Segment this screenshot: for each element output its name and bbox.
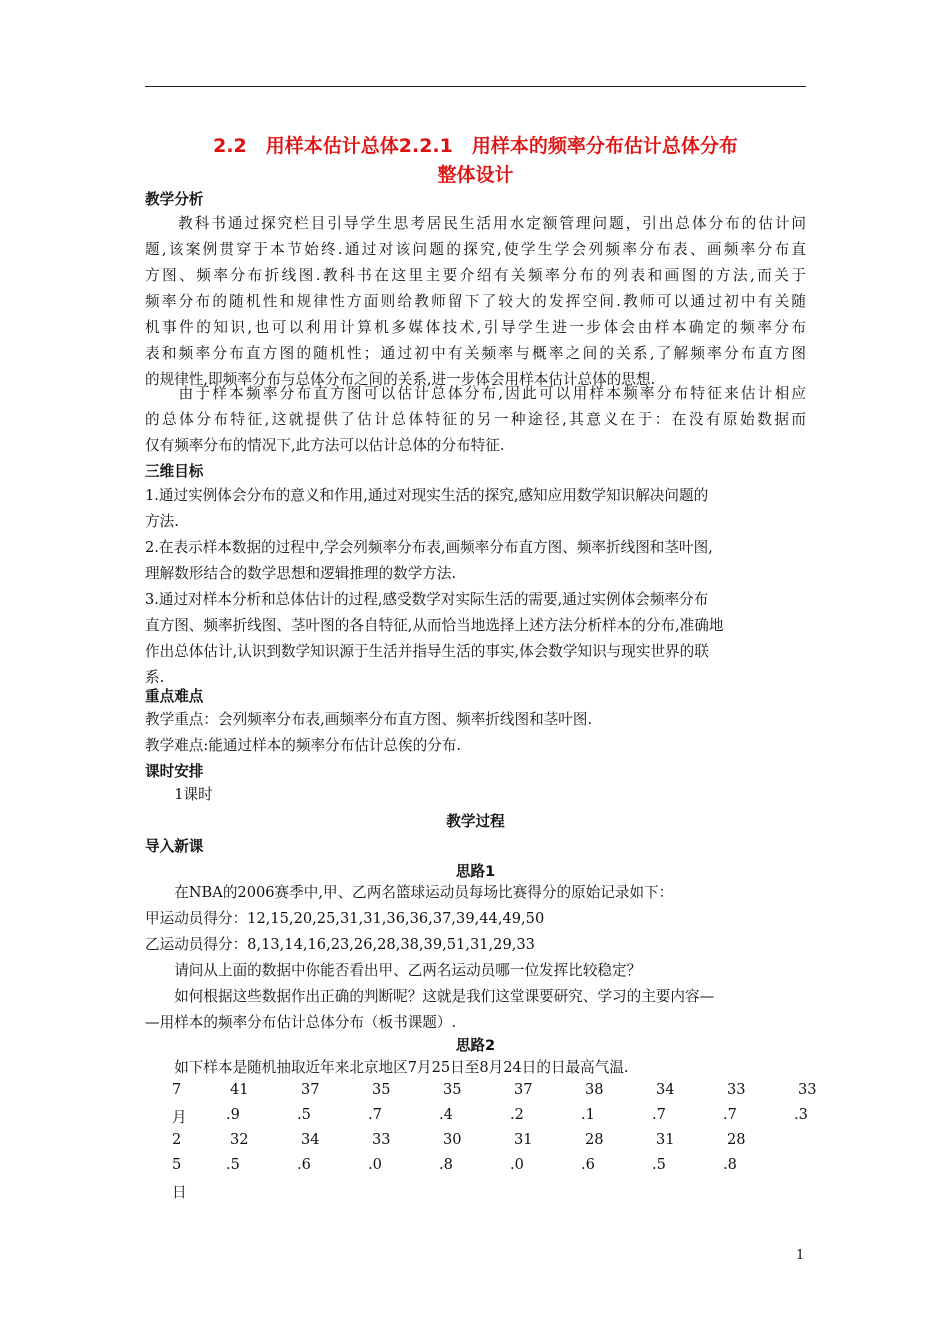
goals-line: 方法. <box>145 513 179 530</box>
analysis-heading: 教学分析 <box>145 191 204 208</box>
analysis-p1-line: 题,该案例贯穿于本节始终.通过对该问题的探究,使学生学会列频率分布表、画频率分布直 <box>145 241 806 258</box>
table-cell: 31 <box>514 1131 533 1148</box>
table-cell: .0 <box>510 1156 524 1173</box>
process-heading: 教学过程 <box>446 813 505 830</box>
table-date-label: 月 <box>172 1109 187 1126</box>
goals-line: 直方图、频率折线图、茎叶图的各自特征,从而恰当地选择上述方法分析样本的分布,准确地 <box>145 617 724 634</box>
table-cell: 34 <box>301 1131 320 1148</box>
schedule-heading: 课时安排 <box>145 763 204 780</box>
idea2-heading: 思路2 <box>455 1037 496 1054</box>
table-date-label: 5 <box>172 1156 182 1173</box>
table-cell: 41 <box>230 1081 249 1098</box>
goals-line: 1.通过实例体会分布的意义和作用,通过对现实生活的探究,感知应用数学知识解决问题的 <box>145 487 709 504</box>
table-cell: 38 <box>585 1081 604 1098</box>
table-cell: 32 <box>230 1131 249 1148</box>
table-cell: .6 <box>297 1156 311 1173</box>
idea1-line: —用样本的频率分布估计总体分布（板书课题）. <box>145 1014 457 1031</box>
table-cell: 31 <box>656 1131 675 1148</box>
analysis-p2-line: 仅有频率分布的情况下,此方法可以估计总体的分布特征. <box>145 437 505 454</box>
idea2-intro: 如下样本是随机抽取近年来北京地区7月25日至8月24日的日最高气温. <box>145 1059 629 1076</box>
table-cell: .5 <box>226 1156 240 1173</box>
goals-line: 理解数形结合的数学思想和逻辑推理的数学方法. <box>145 565 457 582</box>
table-date-label: 7 <box>172 1081 182 1098</box>
analysis-p1-line: 方图、频率分布折线图.教科书在这里主要介绍有关频率分布的列表和画图的方法,而关于 <box>145 267 806 284</box>
table-cell: 37 <box>514 1081 533 1098</box>
idea1-line: 乙运动员得分：8,13,14,16,23,26,28,38,39,51,31,29,33 <box>145 936 535 953</box>
table-cell: .7 <box>652 1106 666 1123</box>
goals-line: 3.通过对样本分析和总体估计的过程,感受数学对实际生活的需要,通过实例体会频率分布 <box>145 591 709 608</box>
idea1-line: 甲运动员得分：12,15,20,25,31,31,36,36,37,39,44,49,50 <box>145 910 545 927</box>
table-cell: 35 <box>443 1081 462 1098</box>
table-cell: .9 <box>226 1106 240 1123</box>
intro-heading: 导入新课 <box>145 838 204 855</box>
table-cell: 35 <box>372 1081 391 1098</box>
page-number: 1 <box>796 1248 805 1263</box>
goals-line: 作出总体估计,认识到数学知识源于生活并指导生活的事实,体会数学知识与现实世界的联 <box>145 643 709 660</box>
table-cell: 33 <box>372 1131 391 1148</box>
goals-heading: 三维目标 <box>145 463 204 480</box>
analysis-p1-line: 频率分布的随机性和规律性方面则给教师留下了较大的发挥空间.教师可以通过初中有关随 <box>145 293 806 310</box>
table-cell: .2 <box>510 1106 524 1123</box>
table-date-label: 日 <box>172 1184 187 1201</box>
key-difficulty: 教学难点:能通过样本的频率分布估计总俟的分布. <box>145 737 462 754</box>
table-cell: 30 <box>443 1131 462 1148</box>
analysis-p2-line: 由于样本频率分布直方图可以估计总体分布,因此可以用样本频率分布特征来估计相应 <box>145 385 806 402</box>
schedule-value: 1课时 <box>145 786 213 803</box>
table-cell: 37 <box>301 1081 320 1098</box>
goals-line: 系. <box>145 669 165 686</box>
table-cell: .8 <box>439 1156 453 1173</box>
goals-line: 2.在表示样本数据的过程中,学会列频率分布表,画频率分布直方图、频率折线图和茎叶图, <box>145 539 713 556</box>
analysis-p2-line: 的总体分布特征,这就提供了估计总体特征的另一种途径,其意义在于：在没有原始数据而 <box>145 411 806 428</box>
idea1-heading: 思路1 <box>455 863 496 880</box>
table-cell: .1 <box>581 1106 595 1123</box>
table-cell: .5 <box>652 1156 666 1173</box>
title-line-2: 整体设计 <box>437 164 514 186</box>
analysis-p1-line: 表和频率分布直方图的随机性；通过初中有关频率与概率之间的关系,了解频率分布直方图 <box>145 345 806 362</box>
title-line-1: 2.2 用样本估计总体2.2.1 用样本的频率分布估计总体分布 <box>213 135 738 157</box>
table-cell: 34 <box>656 1081 675 1098</box>
table-cell: 28 <box>585 1131 604 1148</box>
table-cell: 28 <box>727 1131 746 1148</box>
table-cell: .3 <box>794 1106 808 1123</box>
table-cell: .7 <box>723 1106 737 1123</box>
table-cell: .7 <box>368 1106 382 1123</box>
table-cell: .4 <box>439 1106 453 1123</box>
table-cell: .0 <box>368 1156 382 1173</box>
analysis-p1-line: 的规律性,即频率分布与总体分布之间的关系,进一步体会用样本估计总体的思想. <box>145 371 656 388</box>
keypoints-heading: 重点难点 <box>145 688 204 705</box>
key-focus: 教学重点：会列频率分布表,画频率分布直方图、频率折线图和茎叶图. <box>145 711 593 728</box>
analysis-p1-line: 教科书通过探究栏目引导学生思考居民生活用水定额管理问题，引出总体分布的估计问 <box>145 215 806 232</box>
table-cell: .5 <box>297 1106 311 1123</box>
idea1-line: 如何根据这些数据作出正确的判断呢？这就是我们这堂课要研究、学习的主要内容— <box>145 988 715 1005</box>
analysis-p1-line: 机事件的知识,也可以利用计算机多媒体技术,引导学生进一步体会由样本确定的频率分布 <box>145 319 806 336</box>
header-rule <box>145 86 806 87</box>
idea1-line: 请问从上面的数据中你能否看出甲、乙两名运动员哪一位发挥比较稳定？ <box>145 962 642 979</box>
idea1-line: 在NBA的2006赛季中,甲、乙两名篮球运动员每场比赛得分的原始记录如下： <box>145 884 674 901</box>
table-cell: .8 <box>723 1156 737 1173</box>
table-cell: 33 <box>727 1081 746 1098</box>
table-date-label: 2 <box>172 1131 182 1148</box>
table-cell: 33 <box>798 1081 817 1098</box>
table-cell: .6 <box>581 1156 595 1173</box>
